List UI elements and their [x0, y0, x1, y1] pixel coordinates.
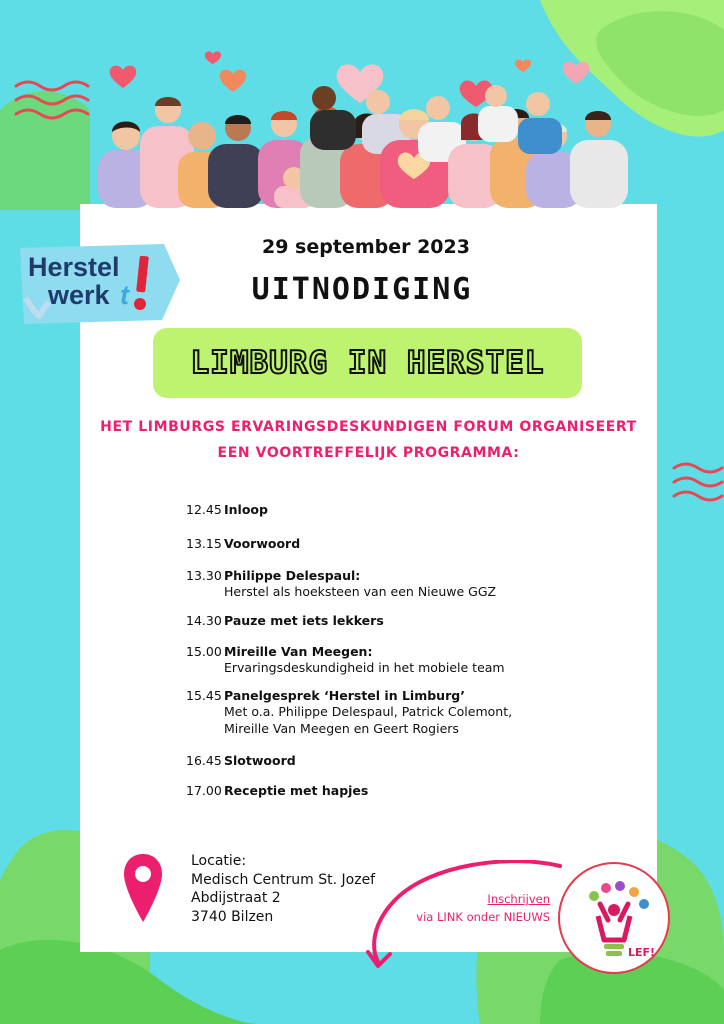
location-city: 3740 Bilzen: [191, 908, 274, 925]
program-title: Voorwoord: [224, 536, 301, 551]
program-time: 13.30: [186, 568, 222, 583]
program-detail: Met o.a. Philippe Delespaul, Patrick Colemont,: [224, 704, 513, 719]
page-title: UITNODIGING: [251, 272, 473, 307]
svg-text:LEF!: LEF!: [628, 946, 656, 959]
program-title: Slotwoord: [224, 753, 296, 768]
lightbulb-icon: [589, 881, 649, 956]
subtitle-line: EEN VOORTREFFELIJK PROGRAMMA:: [217, 445, 520, 461]
program-time: 17.00: [186, 783, 222, 798]
event-banner-text: LIMBURG IN HERSTEL: [190, 345, 545, 381]
program-title: Pauze met iets lekkers: [224, 613, 384, 628]
program-detail: Ervaringsdeskundigheid in het mobiele team: [224, 660, 505, 675]
program-time: 13.15: [186, 536, 222, 551]
location-pin-icon: [122, 852, 164, 924]
program-item: [186, 644, 606, 676]
crowd-illustration: [78, 40, 658, 208]
svg-text:Herstel: Herstel: [28, 252, 120, 282]
lef-logo-badge: [558, 862, 670, 974]
program-title: Receptie met hapjes: [224, 783, 369, 798]
location-name: Medisch Centrum St. Jozef: [191, 871, 376, 888]
program-detail: Mireille Van Meegen en Geert Rogiers: [224, 721, 459, 736]
program-item: [186, 536, 606, 551]
program-item: [186, 613, 606, 628]
location-block: [191, 852, 375, 926]
lef-logo: [560, 864, 668, 972]
heart-balloons: [110, 51, 590, 107]
program-title: Inloop: [224, 502, 268, 517]
program-time: 15.00: [186, 644, 222, 659]
event-date: 29 september 2023: [262, 236, 470, 258]
program-detail: Herstel als hoeksteen van een Nieuwe GGZ: [224, 584, 497, 599]
event-banner: [153, 328, 582, 398]
registration-hint: via LINK onder NIEUWS: [416, 910, 550, 924]
program-item: [186, 568, 606, 600]
program-item: [186, 783, 606, 798]
program-time: 14.30: [186, 613, 222, 628]
svg-text:werk: werk: [48, 280, 110, 310]
program-item: [186, 502, 606, 517]
program-item: [186, 753, 606, 768]
location-label: Locatie:: [191, 853, 247, 869]
registration-link[interactable]: Inschrijven: [487, 892, 550, 906]
program-item: [186, 688, 606, 737]
program-time: 16.45: [186, 753, 222, 768]
program-title: Philippe Delespaul:: [224, 568, 361, 583]
location-street: Abdijstraat 2: [191, 890, 281, 906]
subtitle: [80, 414, 657, 466]
program-time: 15.45: [186, 688, 222, 703]
people-figures: [98, 85, 628, 208]
program-title: Panelgesprek ‘Herstel in Limburg’: [224, 688, 465, 703]
program-time: 12.45: [186, 502, 222, 517]
subtitle-line: HET LIMBURGS ERVARINGSDESKUNDIGEN FORUM ORGANISEERT: [100, 419, 637, 435]
registration-block: [416, 890, 550, 926]
program-title: Mireille Van Meegen:: [224, 644, 373, 659]
svg-text:t: t: [120, 280, 129, 310]
